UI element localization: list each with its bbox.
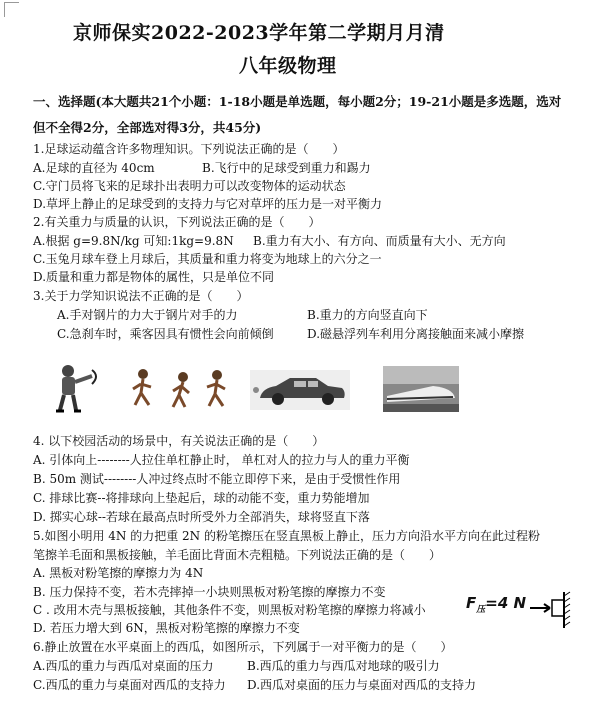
maglev-train-image xyxy=(383,366,459,412)
q6-option-d: D.西瓜对桌面的压力与桌面对西瓜的支持力 xyxy=(247,678,477,692)
q5-option-c: C . 改用木壳与黑板接触，其他条件不变，则黑板对粉笔擦的摩擦力将减小 xyxy=(33,603,426,617)
page-corner-mark xyxy=(4,2,19,17)
q1-option-c: C.守门员将飞来的足球扑出表明力可以改变物体的运动状态 xyxy=(33,179,346,193)
q6-option-c: C.西瓜的重力与桌面对西瓜的支持力 xyxy=(33,678,226,692)
q1-option-b: B.飞行中的足球受到重力和踢力 xyxy=(202,161,371,175)
exam-title: 京师保实2022-2023学年第二学期月月清 xyxy=(73,22,445,44)
q4-stem: 4. 以下校园活动的场景中，有关说法正确的是（ ） xyxy=(33,434,325,448)
running-people-image xyxy=(127,367,235,412)
q4-option-c: C. 排球比赛--将排球向上垫起后，球的动能不变，重力势能增加 xyxy=(33,491,370,505)
force-label: $F_压=4$ N xyxy=(466,594,527,615)
q2-option-d: D.质量和重力都是物体的属性，只是单位不同 xyxy=(33,270,275,284)
car-braking-image xyxy=(250,370,350,410)
exam-subtitle: 八年级物理 xyxy=(239,55,337,77)
q3-option-d: D.磁悬浮列车利用分离接触面来减小摩擦 xyxy=(307,327,525,341)
q1-option-a: A.足球的直径为 40cm xyxy=(33,161,155,175)
q6-option-b: B.西瓜的重力与西瓜对地球的吸引力 xyxy=(247,659,440,673)
section-header-line2: 但不全得2分，全部选对得3分，共45分) xyxy=(33,120,262,135)
eraser-on-board-diagram xyxy=(530,590,578,630)
force-subscript: 压 xyxy=(476,605,486,615)
q3-option-b: B.重力的方向竖直向下 xyxy=(307,308,428,322)
q5-option-a: A. 黑板对粉笔擦的摩擦力为 4N xyxy=(33,566,204,580)
q1-stem: 1.足球运动蕴含许多物理知识。下列说法正确的是（ ） xyxy=(33,142,345,156)
q2-option-b: B.重力有大小、有方向、而质量有大小、无方向 xyxy=(253,234,506,248)
hand-bending-steel-image xyxy=(48,362,110,414)
q3-stem: 3.关于力学知识说法不正确的是（ ） xyxy=(33,289,249,303)
q4-option-d: D. 掷实心球--若球在最高点时所受外力全部消失，球将竖直下落 xyxy=(33,510,370,524)
section-header-line1: 一、选择题(本大题共21个小题：1-18小题是单选题，每小题2分；19-21小题是多选题，选对 xyxy=(33,94,562,109)
q3-option-c: C.急刹车时，乘客因具有惯性会向前倾倒 xyxy=(57,327,274,341)
q5-option-d: D. 若压力增大到 6N，黑板对粉笔擦的摩擦力不变 xyxy=(33,621,300,635)
q5-stem-line1: 5.如图小明用 4N 的力把重 2N 的粉笔擦压在竖直黑板上静止，压力方向沿水平方向在此过程粉 xyxy=(33,529,540,543)
force-value: =4 N xyxy=(485,594,527,612)
q5-stem-line2: 笔擦羊毛面和黑板接触，羊毛面比背面木壳粗糙。下列说法正确的是（ ） xyxy=(33,548,442,562)
q4-option-b: B. 50m 测试--------人冲过终点时不能立即停下来，是由于受惯性作用 xyxy=(33,472,401,486)
q2-option-a: A.根据 g=9.8N/kg 可知:1kg=9.8N xyxy=(33,234,234,248)
q4-option-a: A. 引体向上--------人拉住单杠静止时， 单杠对人的拉力与人的重力平衡 xyxy=(33,453,410,467)
q6-option-a: A.西瓜的重力与西瓜对桌面的压力 xyxy=(33,659,214,673)
q2-option-c: C.玉兔月球车登上月球后，其质量和重力将变为地球上的六分之一 xyxy=(33,252,382,266)
q1-option-d: D.草坪上静止的足球受到的支持力与它对草坪的压力是一对平衡力 xyxy=(33,197,383,211)
q3-option-a: A.手对钢片的力大于钢片对手的力 xyxy=(57,308,238,322)
q5-option-b: B. 压力保持不变，若木壳摔掉一小块则黑板对粉笔擦的摩擦力不变 xyxy=(33,585,386,599)
q2-stem: 2.有关重力与质量的认识，下列说法正确的是（ ） xyxy=(33,215,321,229)
q6-stem: 6.静止放置在水平桌面上的西瓜，如图所示，下列属于一对平衡力的是（ ） xyxy=(33,640,453,654)
